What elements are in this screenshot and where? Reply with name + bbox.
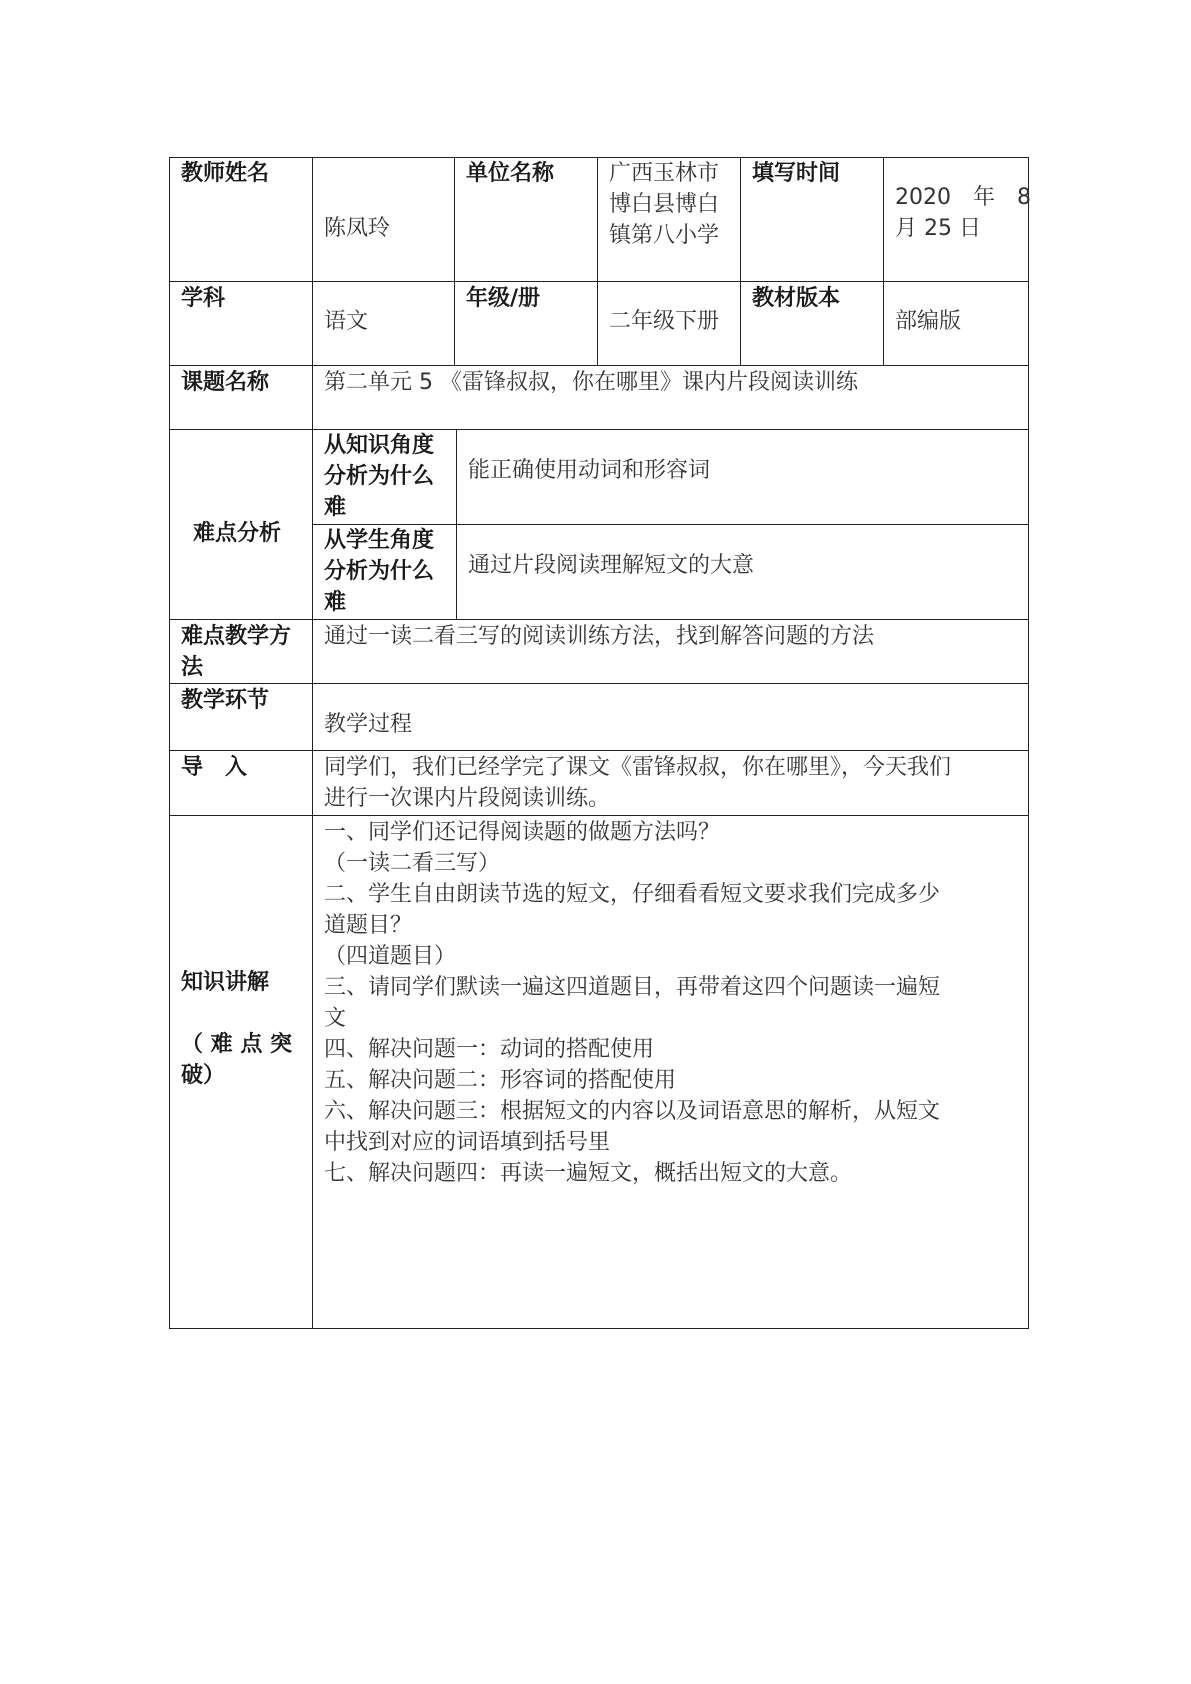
unit-line-3: 镇第八小学 — [609, 223, 720, 248]
column-border — [740, 157, 741, 365]
fill-time-line-2: 月 25 日 — [895, 216, 981, 241]
column-border — [456, 429, 457, 619]
fill-time-line-1: 2020 年 8 — [895, 185, 1031, 210]
knowledge-line: 道题目？ — [324, 913, 413, 938]
column-border — [454, 157, 455, 365]
row-border — [169, 619, 1029, 620]
textbook-label: 教材版本 — [752, 286, 841, 311]
grade-value: 二年级下册 — [609, 309, 720, 334]
knowledge-line: 七、解决问题四：再读一遍短文，概括出短文的大意。 — [324, 1161, 853, 1186]
grade-label: 年级/册 — [466, 286, 541, 311]
row-border — [169, 750, 1029, 751]
section-value: 教学过程 — [324, 712, 413, 737]
unit-line-1: 广西玉林市 — [609, 161, 720, 186]
column-border — [169, 157, 170, 1329]
intro-label: 导 入 — [181, 755, 248, 780]
knowledge-line: 文 — [324, 1006, 347, 1031]
knowledge-sub-label-2: 破） — [181, 1063, 226, 1088]
column-border — [1028, 157, 1029, 1329]
knowledge-line: 一、同学们还记得阅读题的做题方法吗？ — [324, 820, 721, 845]
knowledge-angle-label-3: 难 — [324, 495, 347, 520]
row-border — [169, 157, 1029, 158]
method-value: 通过一读二看三写的阅读训练方法，找到解答问题的方法 — [324, 624, 875, 649]
difficulty-label: 难点分析 — [193, 521, 282, 546]
intro-line-1: 同学们，我们已经学完了课文《雷锋叔叔，你在哪里》，今天我们 — [324, 755, 952, 780]
row-border — [169, 1328, 1029, 1329]
knowledge-line: （一读二看三写） — [324, 851, 501, 876]
intro-line-2: 进行一次课内片段阅读训练。 — [324, 786, 611, 811]
row-border — [169, 429, 1029, 430]
student-angle-label-1: 从学生角度 — [324, 528, 435, 553]
knowledge-line: 三、请同学们默读一遍这四道题目，再带着这四个问题读一遍短 — [324, 975, 941, 1000]
knowledge-angle-label-2: 分析为什么 — [324, 464, 435, 489]
knowledge-sub-label-1: （ 难 点 突 — [181, 1032, 292, 1057]
textbook-value: 部编版 — [895, 309, 962, 334]
topic-label: 课题名称 — [181, 370, 270, 395]
row-border — [169, 683, 1029, 684]
knowledge-line: 五、解决问题二：形容词的搭配使用 — [324, 1068, 677, 1093]
row-border — [169, 365, 1029, 366]
column-border — [312, 157, 313, 1329]
subject-value: 语文 — [324, 309, 369, 334]
teacher-name-label: 教师姓名 — [181, 161, 270, 186]
knowledge-label: 知识讲解 — [181, 970, 270, 995]
topic-value: 第二单元 5 《雷锋叔叔，你在哪里》课内片段阅读训练 — [324, 370, 858, 395]
knowledge-line: 四、解决问题一：动词的搭配使用 — [324, 1037, 655, 1062]
knowledge-angle-label-1: 从知识角度 — [324, 433, 435, 458]
column-border — [883, 157, 884, 365]
fill-time-label: 填写时间 — [752, 161, 841, 186]
section-label: 教学环节 — [181, 688, 270, 713]
student-angle-label-2: 分析为什么 — [324, 559, 435, 584]
method-label-1: 难点教学方 — [181, 624, 292, 649]
row-border — [169, 281, 1029, 282]
knowledge-angle-value: 能正确使用动词和形容词 — [468, 458, 711, 483]
subject-label: 学科 — [181, 286, 226, 311]
knowledge-line: 中找到对应的词语填到括号里 — [324, 1130, 611, 1155]
knowledge-line: 六、解决问题三：根据短文的内容以及词语意思的解析，从短文 — [324, 1099, 941, 1124]
student-angle-value: 通过片段阅读理解短文的大意 — [468, 553, 755, 578]
unit-label: 单位名称 — [466, 161, 555, 186]
teacher-name-value: 陈凤玲 — [324, 216, 391, 241]
column-border — [597, 157, 598, 365]
knowledge-line: （四道题目） — [324, 944, 457, 969]
row-border — [169, 815, 1029, 816]
student-angle-label-3: 难 — [324, 590, 347, 615]
knowledge-line: 二、学生自由朗读节选的短文，仔细看看短文要求我们完成多少 — [324, 882, 941, 907]
unit-line-2: 博白县博白 — [609, 192, 720, 217]
method-label-2: 法 — [181, 655, 204, 680]
